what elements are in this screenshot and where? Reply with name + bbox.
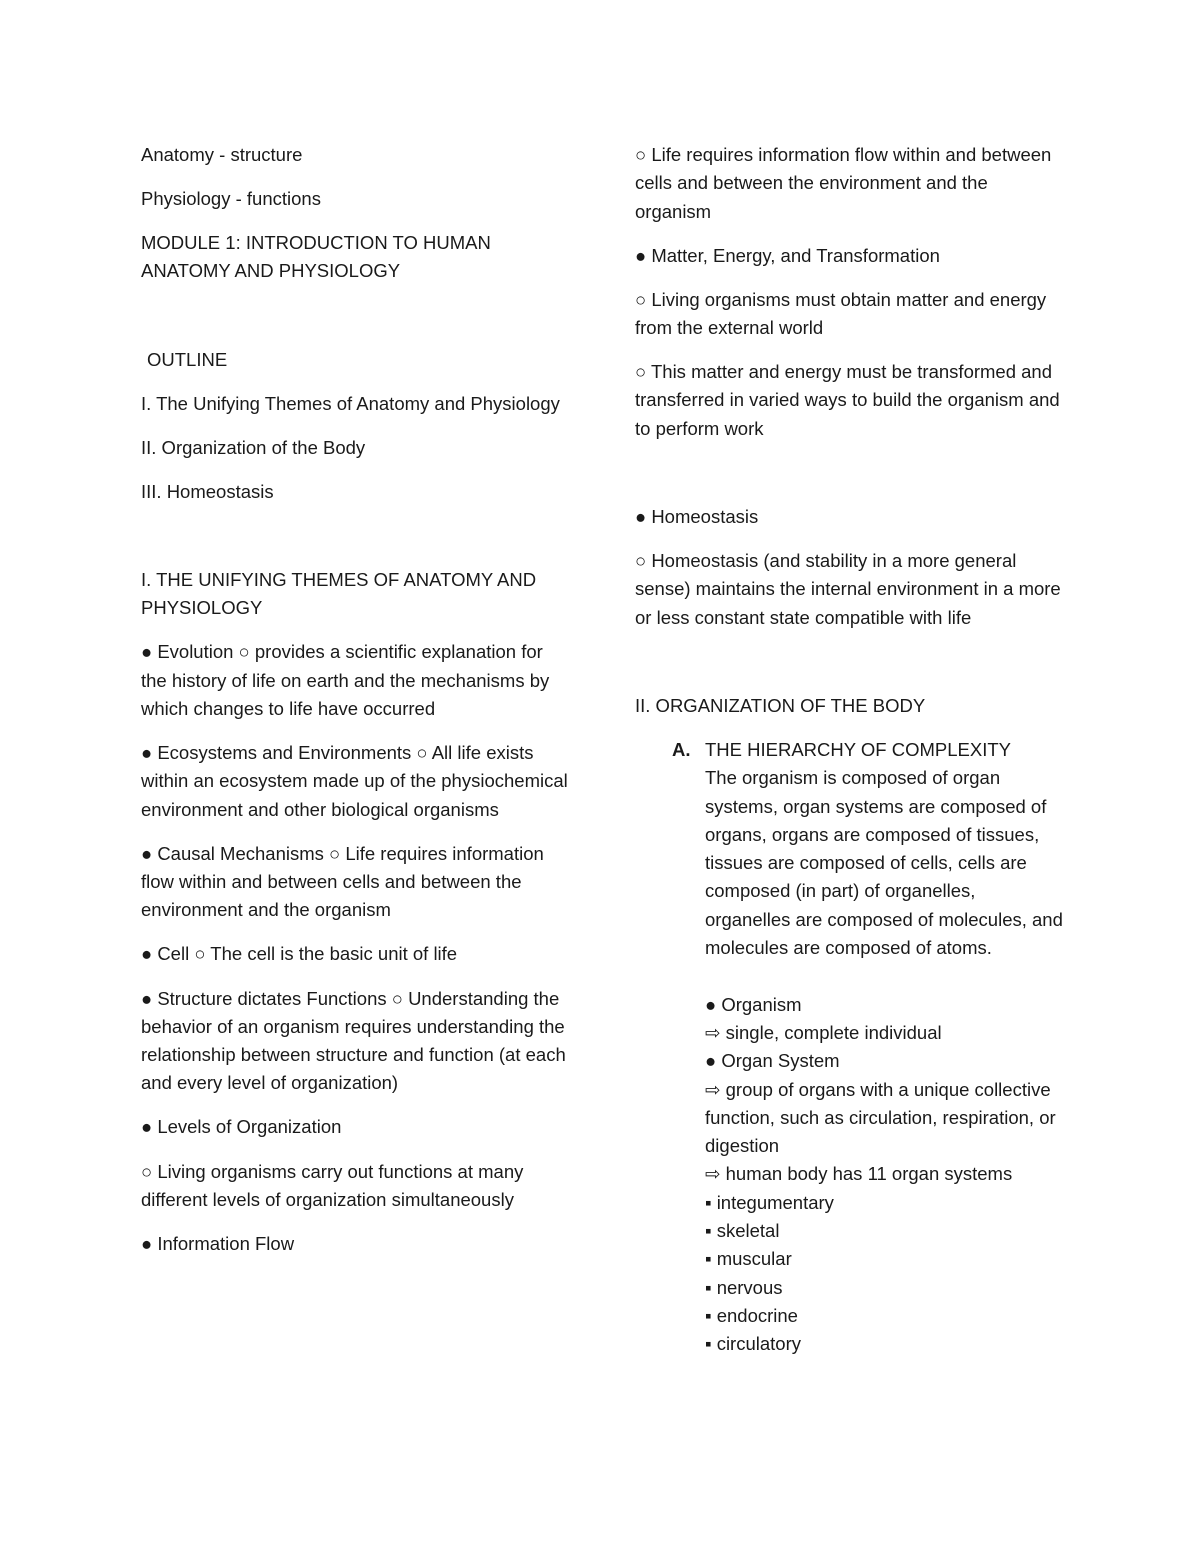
homeostasis-detail: ○ Homeostasis (and stability in a more general sense) maintains the internal environment in a more or less constant state compatible with life bbox=[635, 549, 1061, 628]
list-item: ⇨ single, complete individual bbox=[705, 1021, 942, 1043]
anatomy-definition: Anatomy - structure bbox=[141, 144, 303, 165]
module-title: MODULE 1: INTRODUCTION TO HUMAN ANATOMY AND PHYSIOLOGY bbox=[141, 232, 491, 282]
list-item: ● Organism bbox=[705, 993, 802, 1015]
theme-information-flow: ● Information Flow bbox=[141, 1232, 295, 1254]
list-item: ▪ skeletal bbox=[705, 1220, 780, 1242]
list-item: ⇨ human body has 11 organ systems bbox=[705, 1163, 1013, 1185]
list-item: ▪ endocrine bbox=[705, 1304, 798, 1326]
list-item: ▪ circulatory bbox=[705, 1333, 801, 1355]
theme-matter-energy: ● Matter, Energy, and Transformation bbox=[635, 244, 940, 266]
theme-homeostasis: ● Homeostasis bbox=[635, 505, 759, 527]
list-item: ▪ muscular bbox=[705, 1248, 792, 1270]
list-marker-a: A. bbox=[672, 739, 691, 760]
outline-item-2: II. Organization of the Body bbox=[141, 436, 366, 458]
outline-heading: OUTLINE bbox=[147, 348, 228, 370]
physiology-definition: Physiology - functions bbox=[141, 188, 321, 210]
theme-ecosystems: ● Ecosystems and Environments ○ All life exists within an ecosystem made up of the physiochemical environment and other biological organisms bbox=[141, 742, 568, 820]
left-column bbox=[141, 141, 571, 1258]
outline-item-1: I. The Unifying Themes of Anatomy and Physiology bbox=[141, 392, 560, 414]
section-1-heading: I. THE UNIFYING THEMES OF ANATOMY AND PHYSIOLOGY bbox=[141, 568, 537, 619]
right-column bbox=[635, 141, 1065, 720]
theme-structure-function: ● Structure dictates Functions ○ Understanding the behavior of an organism requires understanding the relationship between structure and function (at each and every level of organization) bbox=[141, 987, 566, 1094]
section-2-heading: II. ORGANIZATION OF THE BODY bbox=[635, 694, 926, 716]
list-item: ⇨ group of organs with a unique collective function, such as circulation, respiration, or digestion bbox=[705, 1078, 1056, 1157]
matter-energy-detail-1: ○ Living organisms must obtain matter and energy from the external world bbox=[635, 288, 1047, 339]
hierarchy-heading: THE HIERARCHY OF COMPLEXITY bbox=[705, 739, 1011, 760]
theme-causal-mechanisms: ● Causal Mechanisms ○ Life requires information flow within and between cells and between the environment and the organism bbox=[141, 842, 544, 921]
theme-levels-of-organization: ● Levels of Organization bbox=[141, 1116, 342, 1138]
hierarchy-section bbox=[635, 736, 1065, 1359]
information-flow-detail: ○ Life requires information flow within and between cells and between the environment and the organism bbox=[635, 144, 1052, 222]
matter-energy-detail-2: ○ This matter and energy must be transformed and transferred in varied ways to build the organism and to perform work bbox=[635, 361, 1060, 439]
list-item: ▪ integumentary bbox=[705, 1191, 834, 1213]
theme-cell: ● Cell ○ The cell is the basic unit of life bbox=[141, 943, 458, 965]
levels-of-organization-detail: ○ Living organisms carry out functions at many different levels of organization simultaneously bbox=[141, 1160, 524, 1210]
list-item: ▪ nervous bbox=[705, 1276, 783, 1298]
hierarchy-paragraph: The organism is composed of organ systems, organ systems are composed of organs, organs are composed of tissues, tissues are composed of cells, cells are composed (in part) of organelles, organelles are composed of molecules, and molecules are composed of atoms. bbox=[705, 767, 1063, 959]
theme-evolution: ● Evolution ○ provides a scientific explanation for the history of life on earth and the mechanisms by which changes to life have occurred bbox=[141, 641, 550, 719]
outline-item-3: III. Homeostasis bbox=[141, 480, 274, 502]
list-item: ● Organ System bbox=[705, 1050, 840, 1072]
